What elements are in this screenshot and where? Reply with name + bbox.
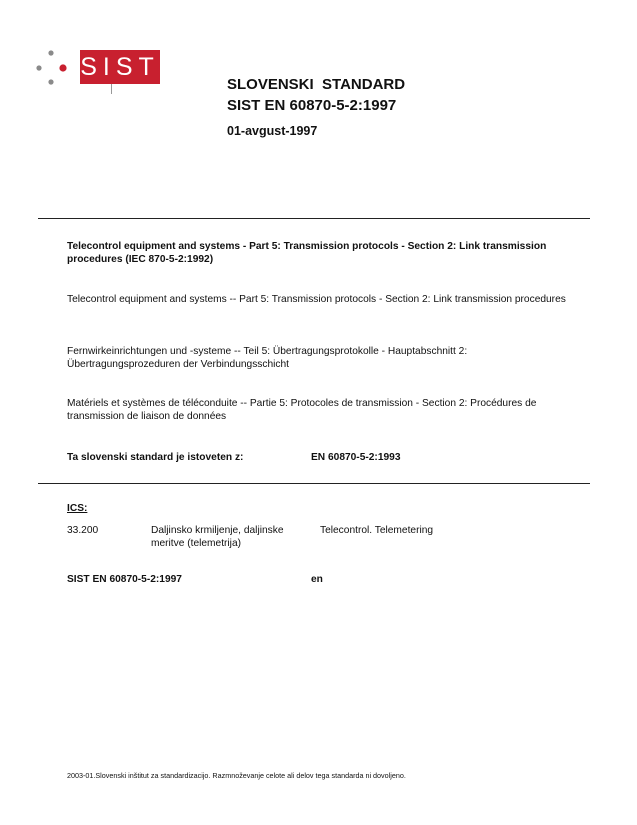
ics-heading: ICS:	[67, 503, 88, 514]
standard-number-heading: SIST EN 60870-5-2:1997	[227, 97, 397, 114]
ics-slovene-description: Daljinsko krmiljenje, daljinske meritve (telemetrija)	[151, 525, 284, 549]
sist-logo: SIST	[80, 50, 160, 84]
copyright-footer: 2003-01.Slovenski inštitut za standardizacijo. Razmnoževanje celote ali delov tega standarda ni dovoljeno.	[67, 771, 406, 780]
main-title: Telecontrol equipment and systems - Part 5: Transmission protocols - Section 2: Link transmission procedures (IEC 870-5-2:1992)	[67, 241, 547, 265]
german-title: Fernwirkeinrichtungen und -systeme -- Teil 5: Übertragungsprotokolle - Hauptabschnitt 2: Übertragungsprozeduren der Verbindungsschicht	[67, 346, 468, 370]
identical-value: EN 60870-5-2:1993	[311, 452, 401, 463]
bottom-divider	[38, 483, 590, 484]
french-title: Matériels et systèmes de téléconduite -- Partie 5: Protocoles de transmission - Section 2: Procédures de transmission de liaison de données	[67, 398, 537, 422]
top-divider	[38, 218, 590, 219]
reference-language: en	[311, 574, 323, 585]
reference-standard: SIST EN 60870-5-2:1997	[67, 574, 182, 585]
publication-date: 01-avgust-1997	[227, 124, 318, 138]
standard-type-heading: SLOVENSKI STANDARD	[227, 76, 406, 93]
sist-logo-dots	[35, 49, 75, 89]
english-title: Telecontrol equipment and systems -- Part 5: Transmission protocols - Section 2: Link transmission procedures	[67, 294, 566, 305]
identical-label: Ta slovenski standard je istoveten z:	[67, 452, 244, 463]
ics-code: 33.200	[67, 525, 99, 536]
logo-divider	[111, 84, 112, 94]
ics-english-description: Telecontrol. Telemetering	[320, 525, 434, 536]
